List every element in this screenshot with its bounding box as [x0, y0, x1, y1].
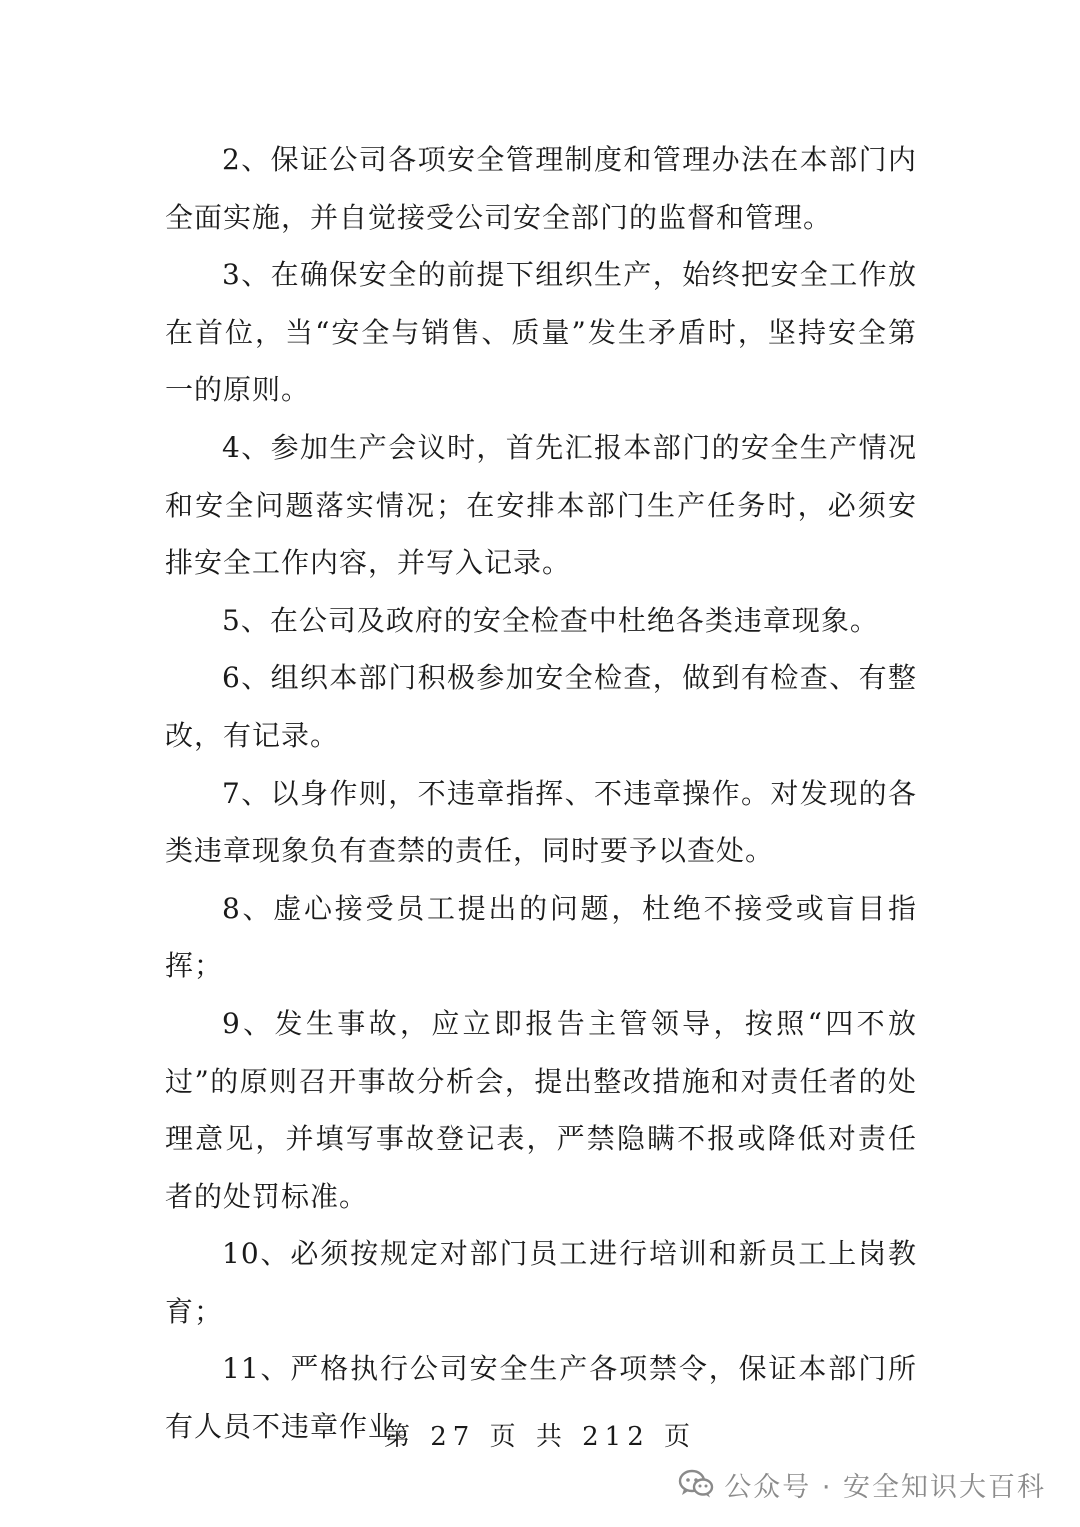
paragraph-item-6: 6、组织本部门积极参加安全检查，做到有检查、有整改，有记录。: [165, 661, 917, 752]
paragraph-item-10: 10、必须按规定对部门员工进行培训和新员工上岗教育；: [165, 1237, 917, 1328]
paragraph-item-5: 5、在公司及政府的安全检查中杜绝各类违章现象。: [222, 603, 879, 637]
wechat-icon: [678, 1469, 714, 1499]
paragraph-item-4: 4、参加生产会议时，首先汇报本部门的安全生产情况和安全问题落实情况；在安排本部门生产任务时，必须安排安全工作内容，并写入记录。: [165, 430, 917, 580]
paragraph-item-7: 7、以身作则，不违章指挥、不违章操作。对发现的各类违章现象负有查禁的责任，同时要予以查处。: [165, 776, 917, 868]
watermark-text: 公众号 · 安全知识大百科: [724, 1471, 1046, 1503]
page-number-footer: 第 27 页 共 212 页: [383, 1422, 697, 1452]
paragraph-item-9: 9、发生事故，应立即报告主管领导，按照“四不放过”的原则召开事故分析会，提出整改措施和对责任者的处理意见，并填写事故登记表，严禁隐瞒不报或降低对责任者的处罚标准。: [165, 1006, 917, 1213]
paragraph-item-2: 2、保证公司各项安全管理制度和管理办法在本部门内全面实施，并自觉接受公司安全部门的监督和管理。: [165, 143, 917, 234]
paragraph-item-8: 8、虚心接受员工提出的问题，杜绝不接受或盲目指挥；: [165, 891, 917, 983]
paragraph-item-11: 11、严格执行公司安全生产各项禁令，保证本部门所有人员不违章作业。: [165, 1352, 917, 1444]
paragraph-item-3: 3、在确保安全的前提下组织生产，始终把安全工作放在首位，当“安全与销售、质量”发生矛盾时，坚持安全第一的原则。: [165, 258, 917, 407]
wechat-watermark: [678, 1460, 1046, 1508]
document-body: [165, 131, 917, 1456]
